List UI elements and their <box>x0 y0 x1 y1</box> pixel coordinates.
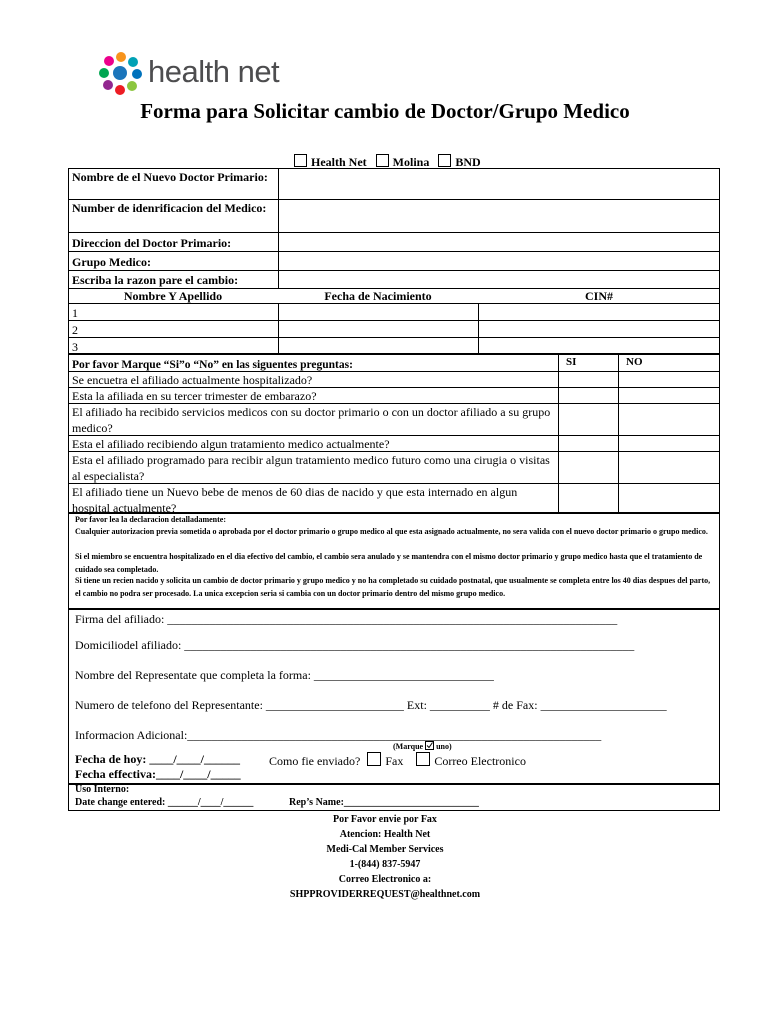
question-future-treatment: Esta el afiliado programado para recibir algun tratamiento medico futuro como una cirugia o visitas al especialista? <box>72 453 550 483</box>
doctor-address-label: Direccion del Doctor Primario: <box>72 236 232 250</box>
member-row-number: 2 <box>72 323 78 337</box>
yes-header: SI <box>566 356 577 368</box>
answer-no-cell[interactable] <box>619 372 719 386</box>
plan-option-molina[interactable]: Molina <box>376 155 430 169</box>
page-title: Forma para Solicitar cambio de Doctor/Grupo Medico <box>140 99 630 123</box>
how-sent-label: Como fie enviado? <box>269 754 361 768</box>
answer-yes-cell[interactable] <box>559 372 617 386</box>
member-address-field[interactable]: Domiciliodel afiliado: ___________________________________________________________________________ <box>75 638 635 652</box>
representative-phone-field[interactable]: Numero de telefono del Representante: _______________________ Ext: __________ # de Fax: _____________________ <box>75 698 667 712</box>
reason-label: Escriba la razon pare el cambio: <box>72 273 239 287</box>
representative-name-field[interactable]: Nombre del Representate que completa la forma: ______________________________ <box>75 668 494 682</box>
questions-heading: Por favor Marque “Si”o “No” en las siguentes preguntas: <box>72 359 353 371</box>
logo-mark-icon <box>98 50 144 96</box>
no-header: NO <box>626 356 643 368</box>
footer-line: Correo Electronico a: <box>338 874 432 885</box>
footer-email: SHPPROVIDERREQUEST@healthnet.com <box>289 889 481 900</box>
footer-line: Medi-Cal Member Services <box>326 844 444 855</box>
check-one-note: (Marque uno) <box>393 742 452 751</box>
medical-group-field[interactable] <box>280 253 718 269</box>
member-name-header: Nombre Y Apellido <box>123 289 223 303</box>
member-signature-field[interactable]: Firma del afiliado: ___________________________________________________________________________ <box>75 612 618 626</box>
footer-line: Por Favor envie por Fax <box>333 814 437 825</box>
internal-use-title: Uso Interno: <box>75 784 130 795</box>
member-row-number: 3 <box>72 340 78 354</box>
submission-instructions <box>0 812 770 902</box>
member-table <box>68 303 720 354</box>
question-third-trimester: Esta la afiliada en su tercer trimester de embarazo? <box>72 389 317 403</box>
fax-checkbox[interactable] <box>367 752 381 766</box>
checked-box-icon <box>425 741 434 750</box>
member-dob-header: Fecha de Nacimiento <box>324 289 432 303</box>
medical-group-label: Grupo Medico: <box>72 255 151 269</box>
checkbox[interactable] <box>376 154 389 167</box>
new-doctor-field[interactable] <box>280 170 718 198</box>
question-hospitalized: Se encuetra el afiliado actualmente hospitalizado? <box>72 373 313 387</box>
checkbox[interactable] <box>438 154 451 167</box>
doctor-id-label: Number de idenrificacion del Medico: <box>72 201 267 215</box>
checkbox[interactable] <box>294 154 307 167</box>
doctor-id-field[interactable] <box>280 201 718 231</box>
rep-name-field: Rep’s Name:___________________________ <box>289 797 479 808</box>
question-services-received: El afiliado ha recibido servicios medicos con su doctor primario o con un doctor afiliado a su grupo medico? <box>72 405 551 435</box>
reason-field[interactable] <box>280 272 718 287</box>
fax-option-label: Fax <box>385 754 404 768</box>
declaration-text-prior-auth: Cualquier autorizacion previa sometida o aprobada por el doctor primario o grupo medico al que esta asignado actualmente, no sera valida con el nuevo doctor primario o grupo medico. <box>75 527 708 536</box>
footer-line: Atencion: Health Net <box>339 829 431 840</box>
footer-line: 1-(844) 837-5947 <box>349 859 421 870</box>
plan-option-bnd[interactable]: BND <box>438 155 480 169</box>
plan-option-health-net[interactable]: Health Net <box>294 155 367 169</box>
email-checkbox[interactable] <box>416 752 430 766</box>
how-sent-group <box>269 752 526 769</box>
date-change-entered-field: Date change entered: ______/____/______ <box>75 797 254 808</box>
email-option-label: Correo Electronico <box>434 754 526 768</box>
additional-info-field[interactable]: Informacion Adicional:_____________________________________________________________________ <box>75 728 602 742</box>
doctor-address-field[interactable] <box>280 234 718 250</box>
question-newborn: El afiliado tiene un Nuevo bebe de menos de 60 dias de nacido y que esta internado en algun hospital actualmente? <box>72 485 518 515</box>
member-row-number: 1 <box>72 306 78 320</box>
declaration-text-hospitalized: Si el miembro se encuentra hospitalizado en el dia efectivo del cambio, el cambio sera anulado y se mantendra con el mismo doctor primario y grupo medico hasta que el tratamiento de cuidado sea completado. <box>75 552 703 574</box>
declaration-text-newborn: Si tiene un recien nacido y solicita un cambio de doctor primario y grupo medico y no ha completado su cuidado postnatal, que usualmente se completa entre los 40 dias despues del parto, el cambio no podra ser procesado. La unica excepcion seria si cambia con un doctor primario dentro del mismo grupo medico. <box>75 576 711 598</box>
member-cin-header: CIN# <box>584 289 613 303</box>
question-current-treatment: Esta el afiliado recibiendo algun tratamiento medico actualmente? <box>72 437 390 451</box>
logo-wordmark: health net <box>148 54 280 89</box>
new-doctor-label: Nombre de el Nuevo Doctor Primario: <box>72 170 268 184</box>
effective-date-field[interactable]: Fecha effectiva:____/____/_____ <box>75 767 241 781</box>
declaration-heading: Por favor lea la declaracion detalladamente: <box>75 515 227 524</box>
today-date-field[interactable]: Fecha de hoy: ____/____/______ <box>75 752 240 766</box>
